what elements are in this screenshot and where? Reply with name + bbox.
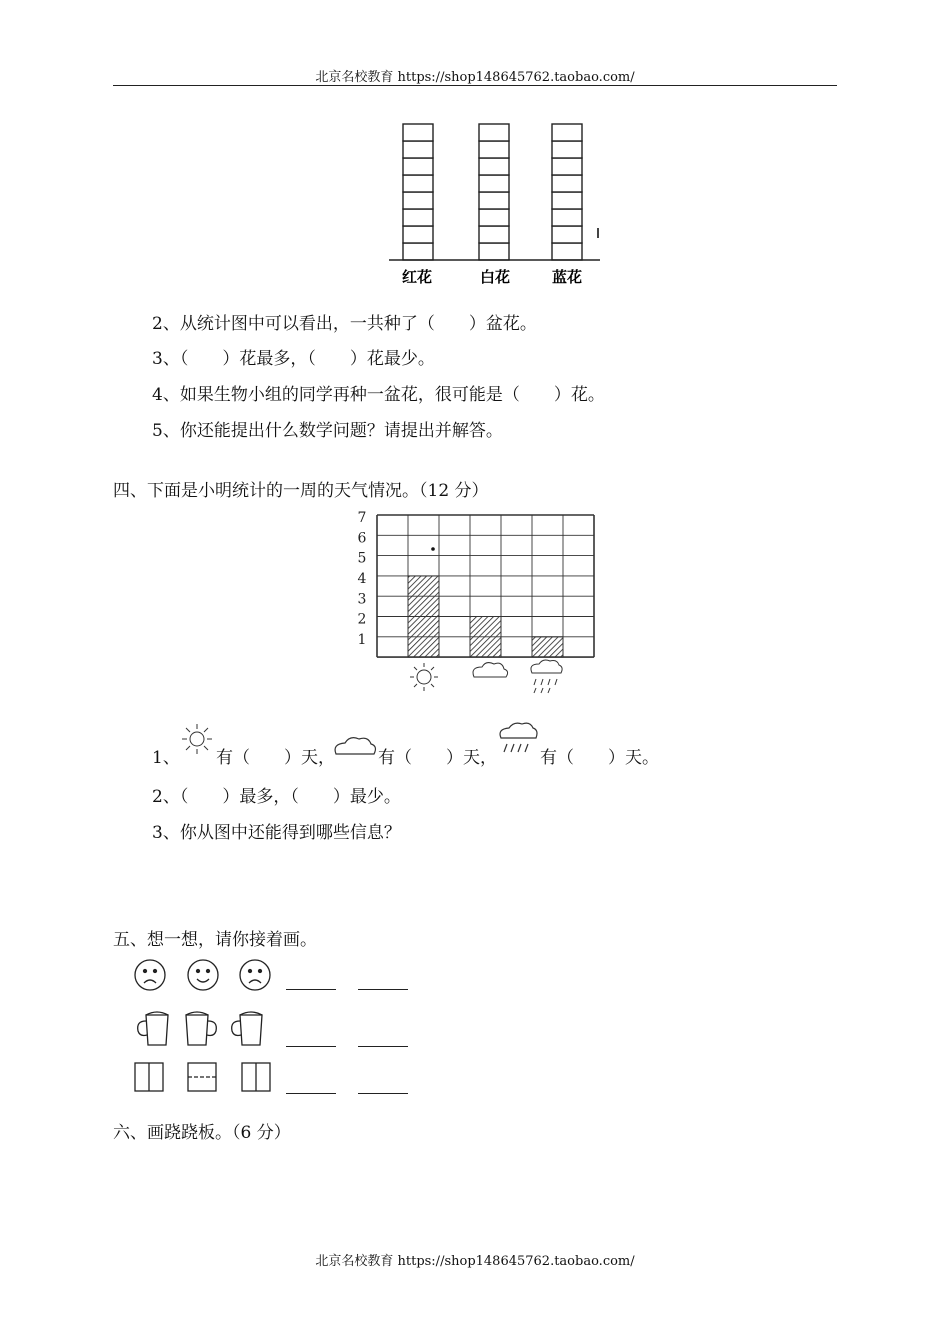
y-tick-label: 1 — [357, 631, 367, 648]
s4-title: 四、下面是小明统计的一周的天气情况。（12 分） — [113, 481, 489, 501]
flower-cell — [403, 209, 433, 226]
s4-q1-cloud-text: 有（ ）天， — [378, 748, 497, 768]
y-tick-label: 5 — [357, 550, 367, 567]
weather-bar-rainy — [532, 637, 563, 657]
squares-row — [130, 1060, 280, 1096]
s6-title: 六、画跷跷板。（6 分） — [113, 1123, 291, 1143]
flower-cell — [403, 243, 433, 260]
flower-cell — [403, 192, 433, 209]
sad-face-icon — [135, 960, 165, 990]
s3-q5: 5、你还能提出什么数学问题？请提出并解答。 — [152, 421, 503, 441]
answer-blank[interactable] — [286, 1092, 336, 1094]
answer-blank[interactable] — [286, 988, 336, 990]
flower-cell — [479, 226, 509, 243]
flower-cell — [479, 141, 509, 158]
q1-cloud-icon — [332, 734, 378, 760]
flower-cell — [479, 209, 509, 226]
sun-icon — [410, 663, 438, 691]
stray-dot — [431, 547, 435, 551]
answer-blank[interactable] — [286, 1045, 336, 1047]
flower-bar-chart — [385, 120, 605, 290]
page-header: 北京名校教育 https://shop148645762.taobao.com/ — [315, 70, 635, 85]
flower-cell — [552, 226, 582, 243]
flower-column — [552, 124, 582, 260]
y-tick-label: 6 — [357, 530, 367, 547]
flower-cell — [403, 226, 433, 243]
s4-q1-sun-text: 有（ ）天， — [216, 748, 335, 768]
flower-cell — [552, 141, 582, 158]
s3-q3: 3、（ ）花最多，（ ）花最少。 — [152, 349, 435, 369]
cloud-icon — [473, 663, 508, 677]
cup-icon — [232, 1012, 262, 1045]
faces-row — [130, 955, 280, 995]
flower-cell — [403, 141, 433, 158]
flower-cell — [479, 158, 509, 175]
flower-cell — [403, 124, 433, 141]
flower-column — [403, 124, 433, 260]
y-tick-label: 2 — [357, 611, 367, 628]
q1-sun-icon — [180, 722, 216, 756]
square-vertical-line-icon — [242, 1063, 270, 1091]
flower-cell — [552, 158, 582, 175]
rain-icon — [531, 660, 562, 693]
weather-bar-chart — [350, 505, 600, 700]
y-tick-label: 7 — [357, 510, 367, 527]
flower-cell — [479, 124, 509, 141]
flower-cell — [479, 175, 509, 192]
answer-blank[interactable] — [358, 1092, 408, 1094]
flower-category-white: 白花 — [479, 268, 511, 286]
page-footer: 北京名校教育 https://shop148645762.taobao.com/ — [315, 1254, 635, 1269]
s4-q3: 3、你从图中还能得到哪些信息？ — [152, 823, 401, 843]
flower-cell — [479, 243, 509, 260]
cups-row — [128, 1005, 278, 1049]
square-horizontal-line-icon — [188, 1063, 216, 1091]
flower-cell — [552, 209, 582, 226]
s4-q2: 2、（ ）最多，（ ）最少。 — [152, 787, 401, 807]
flower-cell — [552, 243, 582, 260]
y-tick-label: 4 — [357, 571, 367, 588]
s4-q1-prefix: 1、 — [152, 748, 180, 768]
square-vertical-line-icon — [135, 1063, 163, 1091]
y-tick-label: 3 — [357, 591, 367, 608]
flower-cell — [552, 192, 582, 209]
flower-cell — [403, 158, 433, 175]
q1-rain-icon — [497, 722, 539, 760]
flower-column — [479, 124, 509, 260]
answer-blank[interactable] — [358, 1045, 408, 1047]
flower-category-red: 红花 — [401, 268, 433, 286]
s3-q4: 4、如果生物小组的同学再种一盆花，很可能是（ ）花。 — [152, 385, 605, 405]
cup-icon — [138, 1012, 168, 1045]
cup-icon — [186, 1012, 216, 1045]
flower-cell — [403, 175, 433, 192]
flower-cell — [479, 192, 509, 209]
header-divider — [113, 85, 837, 86]
flower-cell — [552, 175, 582, 192]
answer-blank[interactable] — [358, 988, 408, 990]
s3-q2: 2、从统计图中可以看出，一共种了（ ）盆花。 — [152, 314, 537, 334]
flower-category-blue: 蓝花 — [551, 268, 583, 286]
flower-cell — [552, 124, 582, 141]
s5-title: 五、想一想，请你接着画。 — [113, 930, 317, 950]
s4-q1-rain-text: 有（ ）天。 — [540, 748, 659, 768]
sad-face-icon — [240, 960, 270, 990]
happy-face-icon — [188, 960, 218, 990]
